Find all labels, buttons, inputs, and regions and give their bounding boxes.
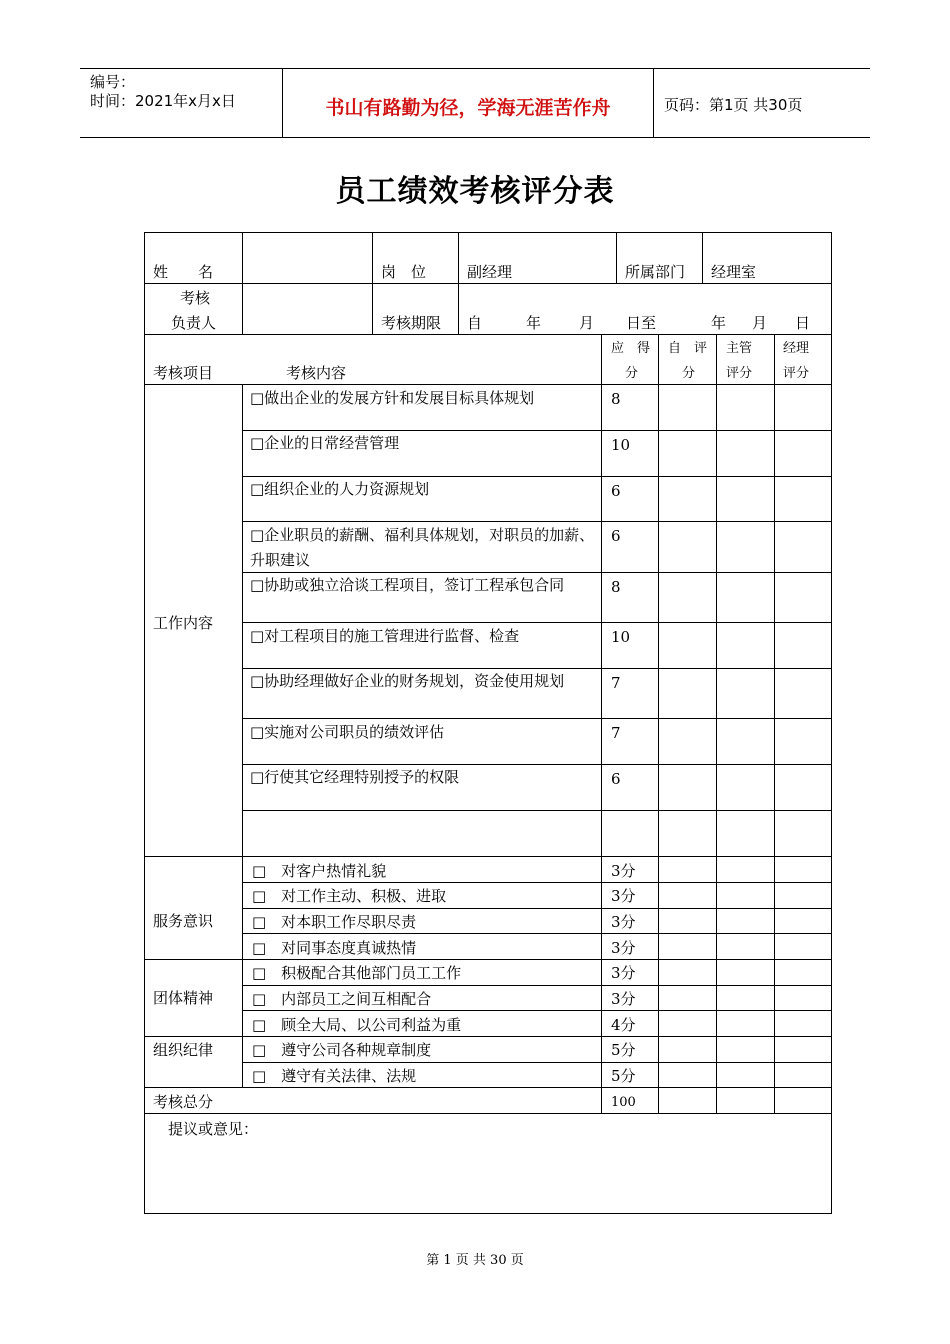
comments-label: 提议或意见： — [168, 1120, 259, 1138]
grid-line — [242, 232, 243, 334]
work-item-score: 6 — [611, 770, 621, 788]
section-discipline: 组织纪律 — [153, 1041, 214, 1059]
grid-line — [242, 908, 832, 909]
grid-line — [601, 334, 602, 1114]
grid-line — [242, 718, 832, 719]
work-item-content: □做出企业的发展方针和发展目标具体规划 — [250, 389, 535, 407]
grid-line — [242, 985, 832, 986]
motto: 书山有路勤为径，学海无涯苦作舟 — [325, 97, 611, 119]
grid-line — [144, 959, 832, 960]
work-item-score: 8 — [611, 578, 621, 596]
section-team: 团体精神 — [153, 989, 214, 1007]
col-item-header: 考核项目 — [153, 364, 214, 382]
grid-line — [372, 232, 373, 334]
service-item-content: □ 对本职工作尽职尽责 — [252, 913, 417, 931]
grid-line — [831, 232, 832, 1214]
page-footer: 第 1 页 共 30 页 — [426, 1253, 524, 1268]
grid-line — [144, 232, 145, 1214]
reviewer-label-line1: 考核 — [180, 289, 211, 307]
discipline-item-content: □ 遵守公司各种规章制度 — [252, 1041, 432, 1059]
team-item-score: 3分 — [611, 964, 636, 982]
col-mgr-header-2: 评分 — [783, 366, 810, 381]
dept-value: 经理室 — [711, 263, 757, 281]
work-item-content: □组织企业的人力资源规划 — [250, 480, 430, 498]
work-item-content: □对工程项目的施工管理进行监督、检查 — [250, 627, 520, 645]
col-mgr-header-1: 经理 — [783, 341, 810, 356]
grid-line — [144, 1213, 832, 1214]
work-item-content: □企业职员的薪酬、福利具体规划，对职员的加薪、升职建议 — [250, 526, 595, 569]
service-item-content: □ 对工作主动、积极、进取 — [252, 887, 447, 905]
header-page-cell — [654, 69, 870, 137]
grid-line — [144, 1113, 832, 1114]
name-label: 姓 名 — [153, 263, 214, 281]
grid-line — [242, 933, 832, 934]
grid-line — [144, 856, 832, 857]
team-item-score: 3分 — [611, 990, 636, 1008]
work-item-score: 6 — [611, 482, 621, 500]
grid-line — [144, 232, 832, 233]
service-item-score: 3分 — [611, 887, 636, 905]
period-from: 自 — [467, 314, 483, 332]
work-item-content: □协助经理做好企业的财务规划，资金使用规划 — [250, 672, 565, 690]
col-sup-header-1: 主管 — [726, 341, 753, 356]
post-label: 岗 位 — [381, 263, 427, 281]
col-sup-header-2: 评分 — [726, 366, 753, 381]
grid-line — [242, 1062, 832, 1063]
header-meta — [80, 69, 283, 137]
work-item-content: □企业的日常经营管理 — [250, 434, 400, 452]
form-title: 员工绩效考核评分表 — [335, 174, 615, 209]
col-content-header: 考核内容 — [286, 364, 347, 382]
discipline-item-content: □ 遵守有关法律、法规 — [252, 1067, 417, 1085]
section-total: 考核总分 — [153, 1093, 214, 1111]
header-motto-cell — [283, 69, 654, 137]
work-item-score: 7 — [611, 674, 621, 692]
service-item-content: □ 对同事态度真诚热情 — [252, 939, 417, 957]
section-service: 服务意识 — [153, 912, 214, 930]
work-item-score: 8 — [611, 390, 621, 408]
work-item-content: □实施对公司职员的绩效评估 — [250, 723, 445, 741]
work-item-content: □协助或独立洽谈工程项目，签订工程承包合同 — [250, 576, 565, 594]
grid-line — [242, 384, 243, 1088]
team-item-score: 4分 — [611, 1016, 636, 1034]
period-day-2: 日 — [795, 314, 811, 332]
page-info: 页码：第1页 共30页 — [664, 96, 803, 114]
work-item-score: 6 — [611, 527, 621, 545]
discipline-item-score: 5分 — [611, 1067, 636, 1085]
team-item-content: □ 积极配合其他部门员工工作 — [252, 964, 462, 982]
grid-line — [144, 1036, 832, 1037]
work-item-score: 10 — [611, 628, 631, 646]
col-self-header-1: 自 评 — [668, 341, 708, 356]
grid-line — [716, 334, 717, 1114]
grid-line — [144, 283, 832, 284]
grid-line — [242, 882, 832, 883]
service-item-score: 3分 — [611, 913, 636, 931]
period-year-1: 年 — [526, 314, 542, 332]
work-item-score: 10 — [611, 436, 631, 454]
grid-line — [144, 334, 832, 335]
discipline-item-score: 5分 — [611, 1041, 636, 1059]
service-item-content: □ 对客户热情礼貌 — [252, 862, 387, 880]
grid-line — [144, 1087, 832, 1088]
grid-line — [144, 384, 832, 385]
service-item-score: 3分 — [611, 862, 636, 880]
grid-line — [242, 521, 832, 522]
service-item-score: 3分 — [611, 939, 636, 957]
period-month-2: 月 — [752, 314, 768, 332]
grid-line — [774, 334, 775, 1114]
section-work: 工作内容 — [153, 614, 214, 632]
total-score: 100 — [611, 1095, 636, 1110]
grid-line — [242, 622, 832, 623]
team-item-content: □ 内部员工之间互相配合 — [252, 990, 432, 1008]
grid-line — [658, 334, 659, 1114]
grid-line — [702, 232, 703, 284]
dept-label: 所属部门 — [625, 263, 686, 281]
page-header — [80, 68, 870, 138]
post-value: 副经理 — [467, 263, 513, 281]
period-day-to: 日至 — [626, 314, 657, 332]
grid-line — [458, 232, 459, 334]
grid-line — [242, 810, 832, 811]
col-self-header-2: 分 — [682, 366, 696, 381]
grid-line — [242, 1010, 832, 1011]
period-year-2: 年 — [711, 314, 727, 332]
period-label: 考核期限 — [381, 314, 442, 332]
reviewer-label-line2: 负责人 — [171, 314, 217, 332]
team-item-content: □ 顾全大局、以公司利益为重 — [252, 1016, 462, 1034]
time-label: 时间：2021年x月x日 — [90, 92, 236, 110]
col-full-header-1: 应 得 — [611, 341, 651, 356]
work-item-content: □行使其它经理特别授予的权限 — [250, 768, 460, 786]
grid-line — [616, 232, 617, 284]
work-item-score: 7 — [611, 724, 621, 742]
serial-label: 编号： — [90, 73, 136, 91]
col-full-header-2: 分 — [625, 366, 639, 381]
period-month-1: 月 — [579, 314, 595, 332]
